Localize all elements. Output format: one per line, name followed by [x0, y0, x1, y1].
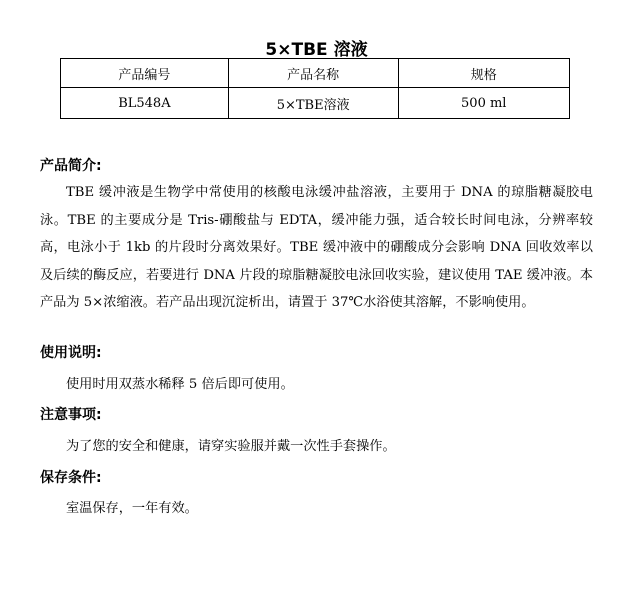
storage-heading: 保存条件: — [40, 470, 102, 486]
cell-product-name: 5×TBE溶液 — [228, 88, 398, 119]
document-title: 5×TBE 溶液 — [265, 40, 368, 61]
intro-paragraph: TBE 缓冲液是生物学中常使用的核酸电泳缓冲盐溶液，主要用于 DNA 的琼脂糖凝胶电泳。TBE 的主要成分是 Tris-硼酸盐与 EDTA，缓冲能力强，适合较长时间电泳，分辨率较高，电泳小于 1kb 的片段时分离效果好。TBE 缓冲液中的硼酸成分会影响 DNA 回收效率以及后续的酶反应，若要进行 DNA 片段的琼脂糖凝胶电泳回收实验，建议使用 TAE 缓冲液。本产品为 5×浓缩液。若产品出现沉淀析出，请置于 37℃水浴使其溶解，不影响使用。 — [40, 185, 593, 310]
header-product-code: 产品编号 — [61, 59, 229, 88]
usage-paragraph: 使用时用双蒸水稀释 5 倍后即可使用。 — [66, 377, 294, 392]
notes-heading: 注意事项: — [40, 407, 102, 423]
cell-specification: 500 ml — [398, 88, 569, 119]
notes-paragraph: 为了您的安全和健康，请穿实验服并戴一次性手套操作。 — [66, 439, 396, 454]
storage-paragraph: 室温保存，一年有效。 — [66, 501, 198, 516]
intro-heading: 产品简介: — [40, 158, 102, 174]
header-specification: 规格 — [398, 59, 569, 88]
cell-product-code: BL548A — [61, 88, 229, 119]
usage-heading: 使用说明: — [40, 345, 102, 361]
header-product-name: 产品名称 — [228, 59, 398, 88]
table-header-row — [61, 59, 570, 88]
table-row — [61, 88, 570, 119]
product-table — [60, 58, 570, 119]
